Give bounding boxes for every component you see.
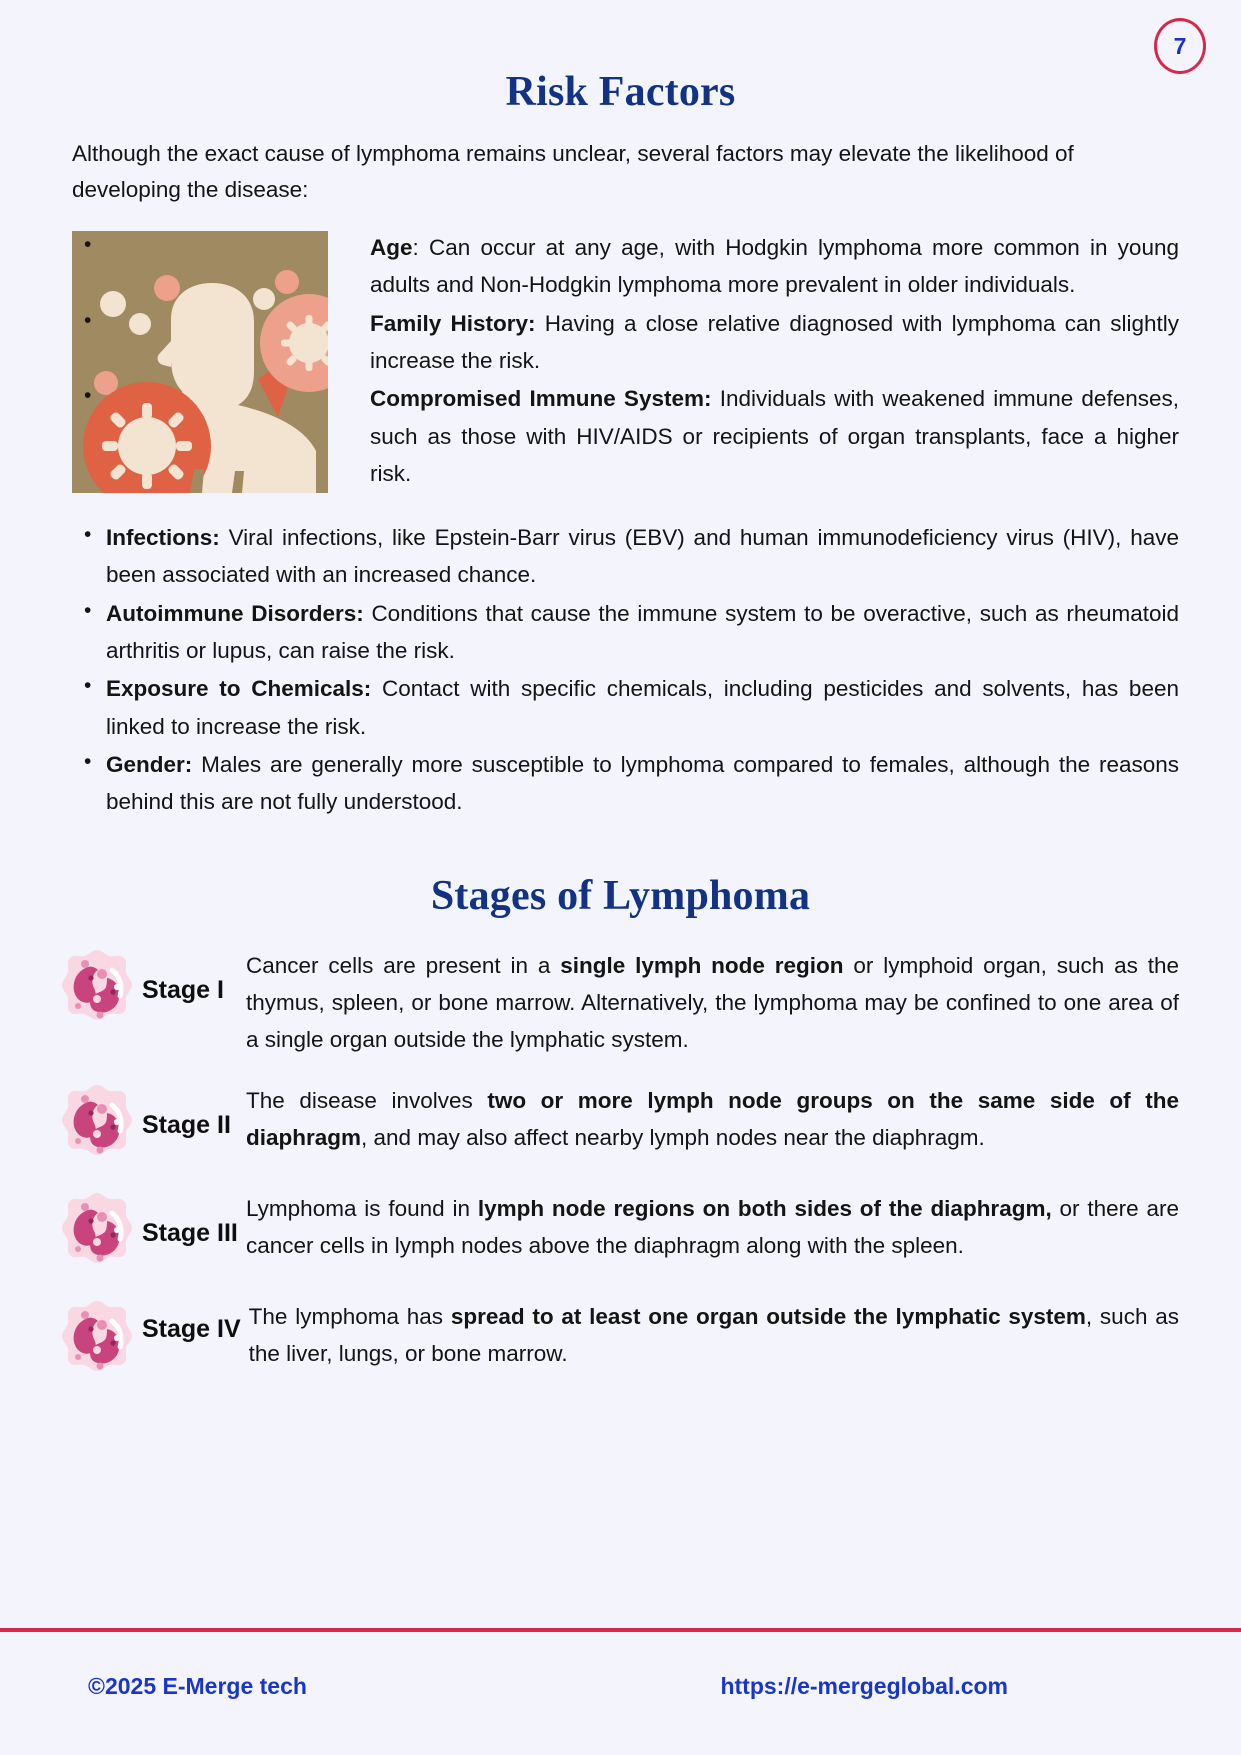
- bullet-sep: [220, 525, 229, 550]
- stage-label: Stage II: [142, 1110, 231, 1139]
- bullet-text: Contact with specific chemicals, including pesticides and solvents, has been linked to increase the risk.: [106, 676, 1179, 739]
- risk-factors-bullet-list: [72, 229, 1179, 492]
- risk-factors-intro: Although the exact cause of lymphoma remains unclear, several factors may elevate the likelihood of developing the disease:: [72, 141, 1074, 203]
- stage-row: [52, 946, 1179, 1059]
- stage-text-part: The lymphoma has: [248, 1303, 451, 1329]
- stage-text-part-bold: lymph node regions on both sides of the diaphragm,: [477, 1195, 1052, 1221]
- bullet-text: Can occur at any age, with Hodgkin lymphoma more common in young adults and Non-Hodgkin lymphoma more prevalent in older individuals.: [370, 234, 1179, 298]
- list-item: [106, 380, 1179, 492]
- lymphoma-cell-icon: [52, 1189, 142, 1275]
- bullet-text: Males are generally more susceptible to lymphoma compared to females, although the reasons behind this are not fully understood.: [106, 751, 1179, 815]
- stage-text-part: , such as the liver, lungs, or bone marrow.: [248, 1303, 1179, 1366]
- risk-factors-content: [72, 136, 1179, 822]
- lymphoma-cell-icon: [52, 1081, 142, 1167]
- page-number-badge: [1154, 18, 1206, 74]
- bullet-sep: :: [412, 234, 429, 260]
- lymphoma-cell-icon: [52, 946, 142, 1032]
- stage-text-part: or there are cancer cells in lymph nodes above the diaphragm along with the spleen.: [246, 1195, 1180, 1258]
- bullet-sep: [711, 386, 719, 411]
- page-footer: [88, 1673, 1153, 1700]
- list-item: [106, 595, 1179, 670]
- risk-factors-bullet-list-continued: [72, 519, 1179, 821]
- stage-text-part-bold: single lymph node region: [560, 953, 844, 978]
- bullet-term: Autoimmune Disorders:: [106, 600, 364, 626]
- stage-text-part-bold: two or more lymph node groups on the same side of the diaphragm: [246, 1087, 1179, 1150]
- bullet-term: Age: [370, 234, 413, 260]
- stage-label: Stage I: [142, 976, 224, 1004]
- stage-text-part: Cancer cells are present in a: [246, 953, 561, 978]
- stage-description: [246, 1081, 1179, 1157]
- stage-text-part: or lymphoid organ, such as the thymus, spleen, or bone marrow. Alternatively, the lymphoma may be confined to one area of a single organ outside the lymphatic system.: [246, 953, 1179, 1052]
- bullet-term: Gender:: [106, 751, 193, 777]
- stage-text-part: Lymphoma is found in: [246, 1195, 478, 1221]
- stage-text-part: , and may also affect nearby lymph nodes near the diaphragm.: [361, 1124, 985, 1150]
- stage-row: [52, 1297, 1179, 1383]
- bullet-text: Conditions that cause the immune system to be overactive, such as rheumatoid arthritis or lupus, can raise the risk.: [106, 600, 1179, 663]
- stages-list: [52, 946, 1179, 1405]
- page-title-risk-factors: Risk Factors: [505, 69, 736, 115]
- bullet-sep: [536, 311, 545, 336]
- bullet-term: Family History:: [370, 310, 536, 336]
- list-item: [106, 746, 1179, 821]
- footer-website-link[interactable]: https://e-mergeglobal.com: [720, 1673, 1008, 1699]
- lymphoma-cell-svg: [55, 1082, 139, 1166]
- page-title-stages-of-lymphoma: Stages of Lymphoma: [430, 873, 811, 919]
- page-number-text: 7: [1173, 32, 1187, 59]
- lymphoma-cell-svg: [55, 1190, 139, 1274]
- list-item: [106, 305, 1179, 380]
- bullet-sep: [371, 676, 382, 701]
- stage-description: [249, 1297, 1179, 1373]
- stage-description: [246, 1189, 1179, 1265]
- footer-copyright: ©2025 E-Merge tech: [88, 1673, 307, 1699]
- bullet-term: Exposure to Chemicals:: [106, 676, 372, 702]
- stage-row: [52, 1189, 1179, 1275]
- bullet-text: Individuals with weakened immune defenses, such as those with HIV/AIDS or recipients of organ transplants, face a higher risk.: [370, 386, 1179, 486]
- lymphoma-cell-icon: [52, 1297, 142, 1383]
- stage-label: Stage III: [142, 1218, 238, 1247]
- footer-divider: [0, 1628, 1241, 1632]
- bullet-term: Infections:: [106, 524, 220, 550]
- bullet-text: Having a close relative diagnosed with lymphoma can slightly increase the risk.: [370, 310, 1179, 373]
- lymphoma-cell-svg: [55, 947, 139, 1031]
- bullet-text: Viral infections, like Epstein-Barr virus (EBV) and human immunodeficiency virus (HIV), have been associated with an increased chance.: [106, 524, 1179, 588]
- list-item: [106, 670, 1179, 745]
- stage-text-part-bold: spread to at least one organ outside the lymphatic system: [450, 1303, 1086, 1329]
- stage-label: Stage IV: [142, 1314, 241, 1343]
- bullet-term: Compromised Immune System:: [370, 386, 712, 412]
- stage-description: [246, 946, 1179, 1059]
- stage-text-part: The disease involves: [246, 1087, 488, 1113]
- lymphoma-cell-svg: [55, 1298, 139, 1382]
- stage-row: [52, 1081, 1179, 1167]
- list-item: [106, 229, 1179, 304]
- list-item: [106, 519, 1179, 594]
- bullet-sep: [192, 752, 201, 777]
